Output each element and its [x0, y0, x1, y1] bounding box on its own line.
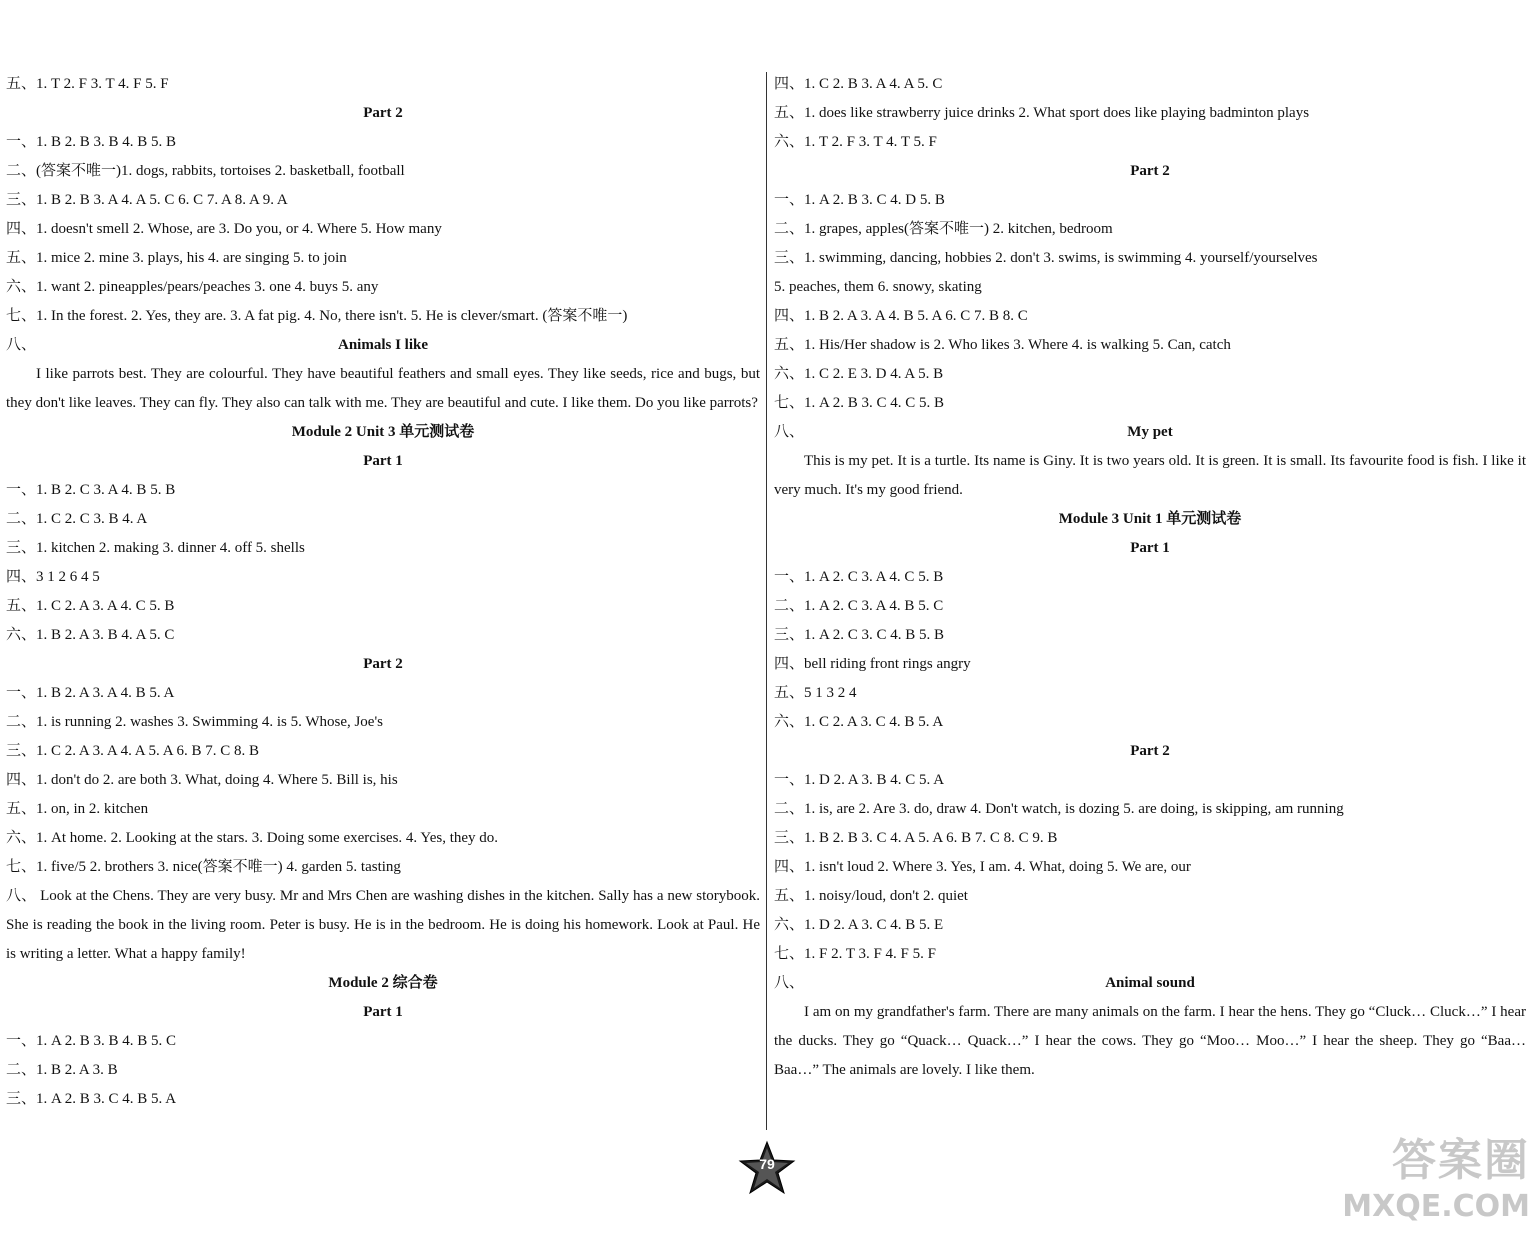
answer-line: 七、1. F 2. T 3. F 4. F 5. F: [774, 946, 936, 962]
section-heading: Module 3 Unit 1 单元测试卷: [1058, 511, 1242, 527]
answer-line: 五、1. noisy/loud, don't 2. quiet: [774, 888, 968, 904]
answer-line: 四、bell riding front rings angry: [774, 656, 971, 672]
answer-line: 六、1. C 2. E 3. D 4. A 5. B: [774, 366, 944, 382]
column-divider: [766, 72, 767, 1130]
answer-line: 五、1. C 2. A 3. A 4. C 5. B: [6, 598, 175, 614]
answer-line: 四、1. B 2. A 3. A 4. B 5. A 6. C 7. B 8. C: [774, 308, 1028, 324]
section-heading: Module 2 综合卷: [328, 975, 438, 991]
answer-line: 四、1. C 2. B 3. A 4. A 5. C: [774, 76, 943, 92]
section-heading: Part 1: [363, 1004, 403, 1020]
essay-heading-line: [6, 331, 760, 360]
answer-line: 四、3 1 2 6 4 5: [6, 569, 100, 585]
section-number: 八、: [774, 424, 805, 440]
answer-line: 六、1. want 2. pineapples/pears/peaches 3. one 4. buys 5. any: [6, 279, 379, 295]
answer-line: 五、1. does like strawberry juice drinks 2. What sport does like playing badminton plays: [774, 105, 1310, 121]
answer-line: 三、1. kitchen 2. making 3. dinner 4. off 5. shells: [6, 540, 305, 556]
section-heading: Part 2: [1130, 743, 1170, 759]
answer-line: 五、1. His/Her shadow is 2. Who likes 3. Where 4. is walking 5. Can, catch: [774, 337, 1231, 353]
answer-line: 六、1. T 2. F 3. T 4. T 5. F: [774, 134, 937, 150]
answer-line: 六、1. At home. 2. Looking at the stars. 3. Doing some exercises. 4. Yes, they do.: [6, 830, 499, 846]
answer-line: 二、(答案不唯一)1. dogs, rabbits, tortoises 2. basketball, football: [6, 163, 405, 179]
answer-line: 六、1. C 2. A 3. C 4. B 5. A: [774, 714, 944, 730]
essay-paragraph: 八、 Look at the Chens. They are very busy. Mr and Mrs Chen are washing dishes in the kitchen. Sally has a new storybook. She is reading the book in the living room. Peter is busy. He is in the bedroom. He is doing his homework. Look at Paul. He is writing a letter. What a happy family!: [6, 888, 760, 962]
answer-line: 二、1. grapes, apples(答案不唯一) 2. kitchen, bedroom: [774, 221, 1113, 237]
answer-line: 三、1. B 2. B 3. C 4. A 5. A 6. B 7. C 8. C 9. B: [774, 830, 1058, 846]
right-column: [774, 70, 1526, 1085]
section-heading: Part 2: [363, 105, 403, 121]
answer-line: 三、1. B 2. B 3. A 4. A 5. C 6. C 7. A 8. A 9. A: [6, 192, 288, 208]
essay-title: My pet: [1127, 424, 1173, 440]
answer-line: 一、1. A 2. B 3. C 4. D 5. B: [774, 192, 945, 208]
answer-line: 四、1. doesn't smell 2. Whose, are 3. Do you, or 4. Where 5. How many: [6, 221, 442, 237]
section-number: 八、: [774, 975, 805, 991]
answer-line: 五、1. on, in 2. kitchen: [6, 801, 149, 817]
answer-line: 一、1. A 2. C 3. A 4. C 5. B: [774, 569, 944, 585]
section-heading: Part 1: [363, 453, 403, 469]
section-heading: Part 2: [363, 656, 403, 672]
answer-line: 六、1. B 2. A 3. B 4. A 5. C: [6, 627, 175, 643]
answer-line: 六、1. D 2. A 3. C 4. B 5. E: [774, 917, 944, 933]
answer-line: 二、1. C 2. C 3. B 4. A: [6, 511, 148, 527]
answer-line: 三、1. A 2. B 3. C 4. B 5. A: [6, 1091, 177, 1107]
answer-line: 三、1. A 2. C 3. C 4. B 5. B: [774, 627, 945, 643]
essay-paragraph: I am on my grandfather's farm. There are many animals on the farm. I hear the hens. They go “Cluck… Cluck…” I hear the ducks. They go “Quack… Quack…” I hear the cows. They go “Moo… Moo…” I hear the sheep. They go “Baa… Baa…” The animals are lovely. I like them.: [774, 1004, 1526, 1078]
answer-line: 五、1. T 2. F 3. T 4. F 5. F: [6, 76, 169, 92]
section-number: 八、: [6, 337, 37, 353]
answer-line: 七、1. five/5 2. brothers 3. nice(答案不唯一) 4. garden 5. tasting: [6, 859, 401, 875]
essay-heading-line: [774, 418, 1526, 447]
answer-line: 一、1. B 2. A 3. A 4. B 5. A: [6, 685, 175, 701]
essay-heading-line: [774, 969, 1526, 998]
section-heading: Module 2 Unit 3 单元测试卷: [291, 424, 475, 440]
section-heading: Part 2: [1130, 163, 1170, 179]
answer-line: 三、1. C 2. A 3. A 4. A 5. A 6. B 7. C 8. B: [6, 743, 259, 759]
essay-title: Animal sound: [1105, 975, 1195, 991]
page-number: 79: [759, 1156, 775, 1172]
essay-title: Animals I like: [337, 337, 428, 353]
answer-line: 三、1. swimming, dancing, hobbies 2. don't 3. swims, is swimming 4. yourself/yourselves: [774, 250, 1318, 266]
answer-line: 四、1. don't do 2. are both 3. What, doing 4. Where 5. Bill is, his: [6, 772, 398, 788]
watermark: [1310, 1135, 1530, 1235]
answer-line: 一、1. D 2. A 3. B 4. C 5. A: [774, 772, 945, 788]
answer-line: 二、1. is, are 2. Are 3. do, draw 4. Don't watch, is dozing 5. are doing, is skipping, am running: [774, 801, 1344, 817]
answer-line: 五、5 1 3 2 4: [774, 685, 857, 701]
answer-line: 一、1. A 2. B 3. B 4. B 5. C: [6, 1033, 177, 1049]
answer-line: 二、1. B 2. A 3. B: [6, 1062, 118, 1078]
answer-line: 一、1. B 2. B 3. B 4. B 5. B: [6, 134, 177, 150]
answer-line: 四、1. isn't loud 2. Where 3. Yes, I am. 4. What, doing 5. We are, our: [774, 859, 1191, 875]
section-heading: Part 1: [1130, 540, 1170, 556]
left-column: [6, 70, 760, 1114]
watermark-url: MXQE.COM: [1342, 1189, 1530, 1224]
answer-line: 二、1. A 2. C 3. A 4. B 5. C: [774, 598, 944, 614]
answer-line: 5. peaches, them 6. snowy, skating: [774, 279, 982, 295]
watermark-logo: 答案圈: [1392, 1135, 1530, 1186]
answer-line: 七、1. A 2. B 3. C 4. C 5. B: [774, 395, 945, 411]
essay-paragraph: This is my pet. It is a turtle. Its name is Giny. It is two years old. It is green. It is small. Its favourite food is fish. I like it very much. It's my good friend.: [774, 453, 1526, 498]
answer-line: 五、1. mice 2. mine 3. plays, his 4. are singing 5. to join: [6, 250, 347, 266]
answer-line: 七、1. In the forest. 2. Yes, they are. 3. A fat pig. 4. No, there isn't. 5. He is clever/smart. (答案不唯一): [6, 308, 628, 324]
essay-paragraph: I like parrots best. They are colourful. They have beautiful feathers and small eyes. They like seeds, rice and bugs, but they don't like leaves. They can fly. They also can talk with me. They are beautiful and cute. I like them. Do you like parrots?: [6, 366, 760, 411]
answer-line: 二、1. is running 2. washes 3. Swimming 4. is 5. Whose, Joe's: [6, 714, 384, 730]
answer-line: 一、1. B 2. C 3. A 4. B 5. B: [6, 482, 176, 498]
